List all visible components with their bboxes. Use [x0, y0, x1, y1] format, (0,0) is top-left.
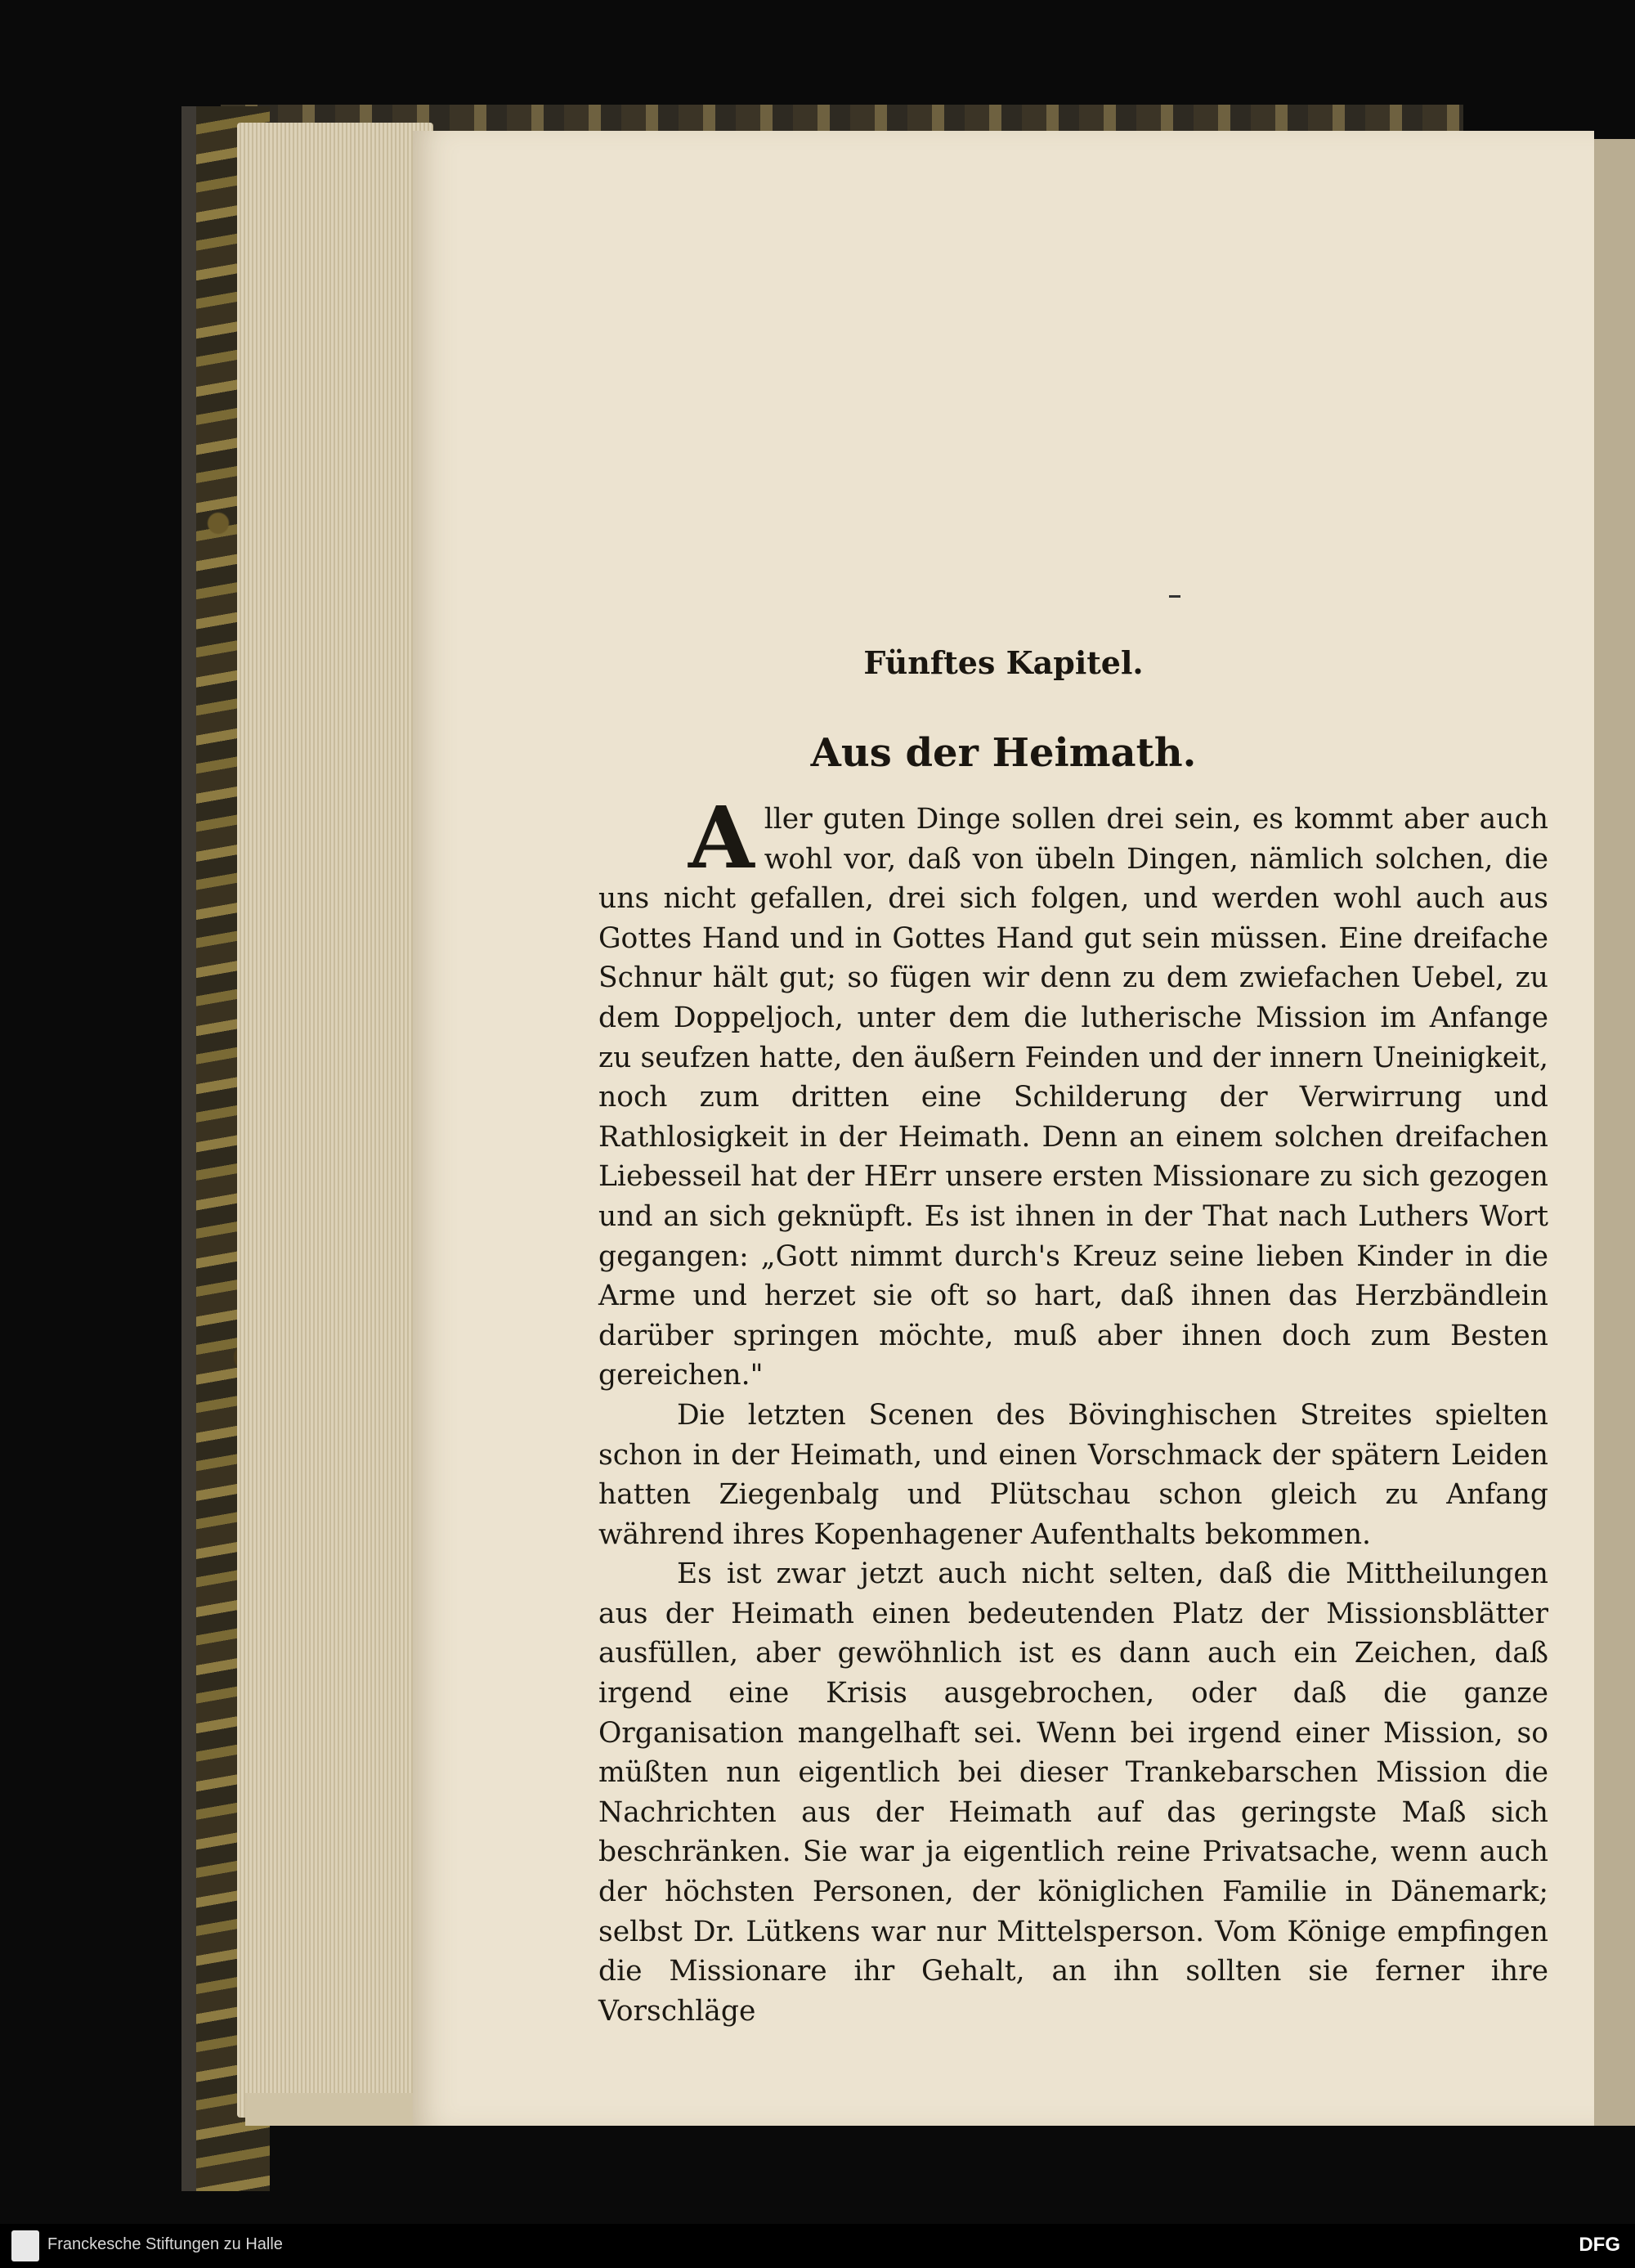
institution-logo-icon: [11, 2230, 39, 2261]
paragraph-3: Es ist zwar jetzt auch nicht selten, daß die Mittheilungen aus der Heimath einen bedeutenden Platz der Missionsblätter ausfüllen, aber gewöhnlich ist es dann auch ein Zeichen, daß irgend eine Krisis ausgebrochen, oder daß die ganze Organisation mangelhaft sei. Wenn bei irgend einer Mission, so müßten nun eigentlich bei dieser Trankebarschen Mission die Nachrichten aus der Heimath auf das geringste Maß sich beschränken. Sie war ja eigentlich reine Privatsache, wenn auch der höchsten Personen, der königlichen Familie in Dänemark; selbst Dr. Lütkens war nur Mittelsperson. Vom Könige empfingen die Missionare ihr Gehalt, an ihn sollten sie ferner ihre Vorschläge: [598, 1558, 1548, 2028]
next-page-edge: [1594, 139, 1635, 2126]
drop-cap: A: [688, 787, 755, 888]
paragraph-1: [598, 787, 1548, 1396]
ornament-dash: [1169, 595, 1180, 598]
paragraph-2: Die letzten Scenen des Bövinghischen Streites spielten schon in der Heimath, und einen Vorschmack der spätern Leiden hatten Ziegenbalg und Plütschau schon gleich zu Anfang während ihres Kopenhagener Aufenthalts bekommen.: [598, 1398, 1548, 1551]
paragraph-1-text: ller guten Dinge sollen drei sein, es kommt aber auch wohl vor, daß von übeln Dingen, nämlich solchen, die uns nicht gefallen, drei sich folgen, und werden wohl auch aus Gottes Hand und in Gottes Hand gut sein müssen. Eine dreifache Schnur hält gut; so fügen wir denn zu dem zwiefachen Uebel, zu dem Doppeljoch, unter dem die lutherische Mission im Anfange zu seufzen hatte, den äußern Feinden und der innern Uneinigkeit, noch zum dritten eine Schilderung der Verwirrung und Rathlosigkeit in der Heimath. Denn an einem solchen dreifachen Liebesseil hat der HErr unsere ersten Missionare zu sich gezogen und an sich geknüpft. Es ist ihnen in der That nach Luthers Wort gegangen: „Gott nimmt durch's Kreuz seine lieben Kinder in die Arme und herzet sie oft so hart, daß ihnen das Herzbändlein darüber springen möchte, muß aber ihnen doch zum Besten gereichen.": [598, 803, 1548, 1392]
page-stack-edges: [237, 123, 433, 2118]
chapter-heading: Fünftes Kapitel.: [863, 644, 1144, 681]
dfg-logo: DFG: [1579, 2234, 1620, 2256]
chapter-title: Aus der Heimath.: [810, 730, 1197, 776]
body-text: [598, 787, 1548, 2031]
institution-name: Franckesche Stiftungen zu Halle: [47, 2235, 283, 2253]
viewer-footer: [0, 2224, 1635, 2268]
